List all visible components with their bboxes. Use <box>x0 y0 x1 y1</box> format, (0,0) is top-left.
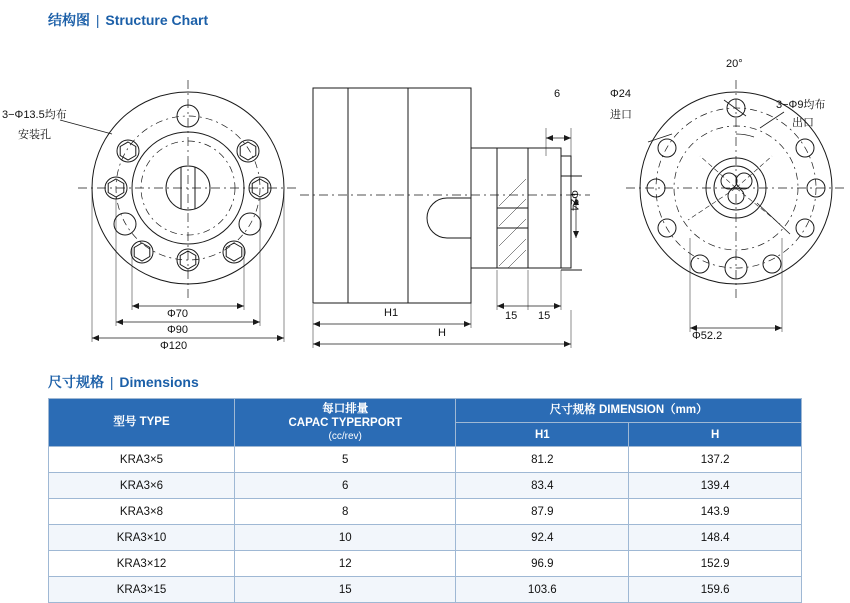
label-inlet: 进口 <box>610 109 632 121</box>
col-header-h1: H1 <box>456 423 629 447</box>
cell-h1: 96.9 <box>456 551 629 577</box>
drawing-svg <box>0 38 850 368</box>
section-heading-dimensions <box>48 372 199 392</box>
cell-capacity: 8 <box>235 499 456 525</box>
cell-h1: 92.4 <box>456 525 629 551</box>
col-header-dimension-en: DIMENSION（mm） <box>599 404 708 417</box>
section-heading-structure <box>48 10 208 30</box>
cell-capacity: 10 <box>235 525 456 551</box>
label-angle-20: 20° <box>726 58 743 70</box>
label-h: H <box>438 327 446 339</box>
label-outlet: 出口 <box>792 117 814 129</box>
cell-h1: 81.2 <box>456 447 629 473</box>
table-row <box>49 447 802 473</box>
cell-h: 137.2 <box>629 447 802 473</box>
cell-h: 143.9 <box>629 499 802 525</box>
col-header-type-cn: 型号 <box>113 416 137 429</box>
cell-type: KRA3×8 <box>49 499 235 525</box>
table-header-row-1 <box>49 399 802 423</box>
label-diameter-120: Φ120 <box>160 340 188 352</box>
label-diameter-90: Φ90 <box>167 324 189 336</box>
label-dim-15-a: 15 <box>505 310 518 322</box>
table-row <box>49 577 802 603</box>
cell-capacity: 15 <box>235 577 456 603</box>
table-body <box>49 447 802 603</box>
label-h1: H1 <box>384 307 399 319</box>
section-heading-structure-en: Structure Chart <box>105 12 209 28</box>
section-heading-structure-separator: | <box>95 12 100 28</box>
section-heading-dimensions-separator: | <box>109 374 114 390</box>
table-row <box>49 473 802 499</box>
cell-h1: 87.9 <box>456 499 629 525</box>
cell-capacity: 12 <box>235 551 456 577</box>
col-header-capacity-unit: (cc/rev) <box>328 430 362 442</box>
cell-type: KRA3×6 <box>49 473 235 499</box>
cell-h: 159.6 <box>629 577 802 603</box>
col-header-capacity-en: CAPAC TYPERPORT <box>288 417 402 430</box>
cell-type: KRA3×12 <box>49 551 235 577</box>
label-right-holes: 3−Φ9均布 <box>776 99 826 111</box>
table-row <box>49 551 802 577</box>
label-port-diameter-24: Φ24 <box>568 190 580 212</box>
col-header-type-en: TYPE <box>139 416 170 429</box>
cell-capacity: 5 <box>235 447 456 473</box>
label-diameter-52-2: Φ52.2 <box>692 330 723 342</box>
middle-side-view <box>300 88 590 348</box>
cell-type: KRA3×10 <box>49 525 235 551</box>
col-header-h: H <box>629 423 802 447</box>
col-header-dimension <box>456 399 802 423</box>
col-header-type <box>49 399 235 447</box>
cell-h: 148.4 <box>629 525 802 551</box>
label-dim-15-b: 15 <box>538 310 551 322</box>
dimensions-table <box>48 398 802 603</box>
label-left-mounting-holes-2: 安装孔 <box>18 129 51 141</box>
section-heading-structure-cn: 结构图 <box>48 12 90 28</box>
table-row <box>49 525 802 551</box>
technical-drawing <box>0 38 850 368</box>
cell-type: KRA3×15 <box>49 577 235 603</box>
cell-type: KRA3×5 <box>49 447 235 473</box>
label-left-mounting-holes: 3−Φ13.5均布 <box>2 109 67 121</box>
left-front-view <box>60 80 298 342</box>
label-inlet-diameter-24: Φ24 <box>610 88 632 100</box>
dimensions-table-wrapper <box>48 398 802 603</box>
section-heading-dimensions-cn: 尺寸规格 <box>48 374 104 390</box>
cell-h1: 103.6 <box>456 577 629 603</box>
col-header-capacity-cn: 每口排量 <box>322 403 369 415</box>
cell-h: 152.9 <box>629 551 802 577</box>
col-header-capacity <box>235 399 456 447</box>
label-dim-6: 6 <box>554 88 561 100</box>
col-header-dimension-cn: 尺寸规格 <box>549 404 596 417</box>
table-head <box>49 399 802 447</box>
section-heading-dimensions-en: Dimensions <box>119 374 199 390</box>
cell-capacity: 6 <box>235 473 456 499</box>
cell-h: 139.4 <box>629 473 802 499</box>
label-diameter-70: Φ70 <box>167 308 189 320</box>
cell-h1: 83.4 <box>456 473 629 499</box>
table-row <box>49 499 802 525</box>
